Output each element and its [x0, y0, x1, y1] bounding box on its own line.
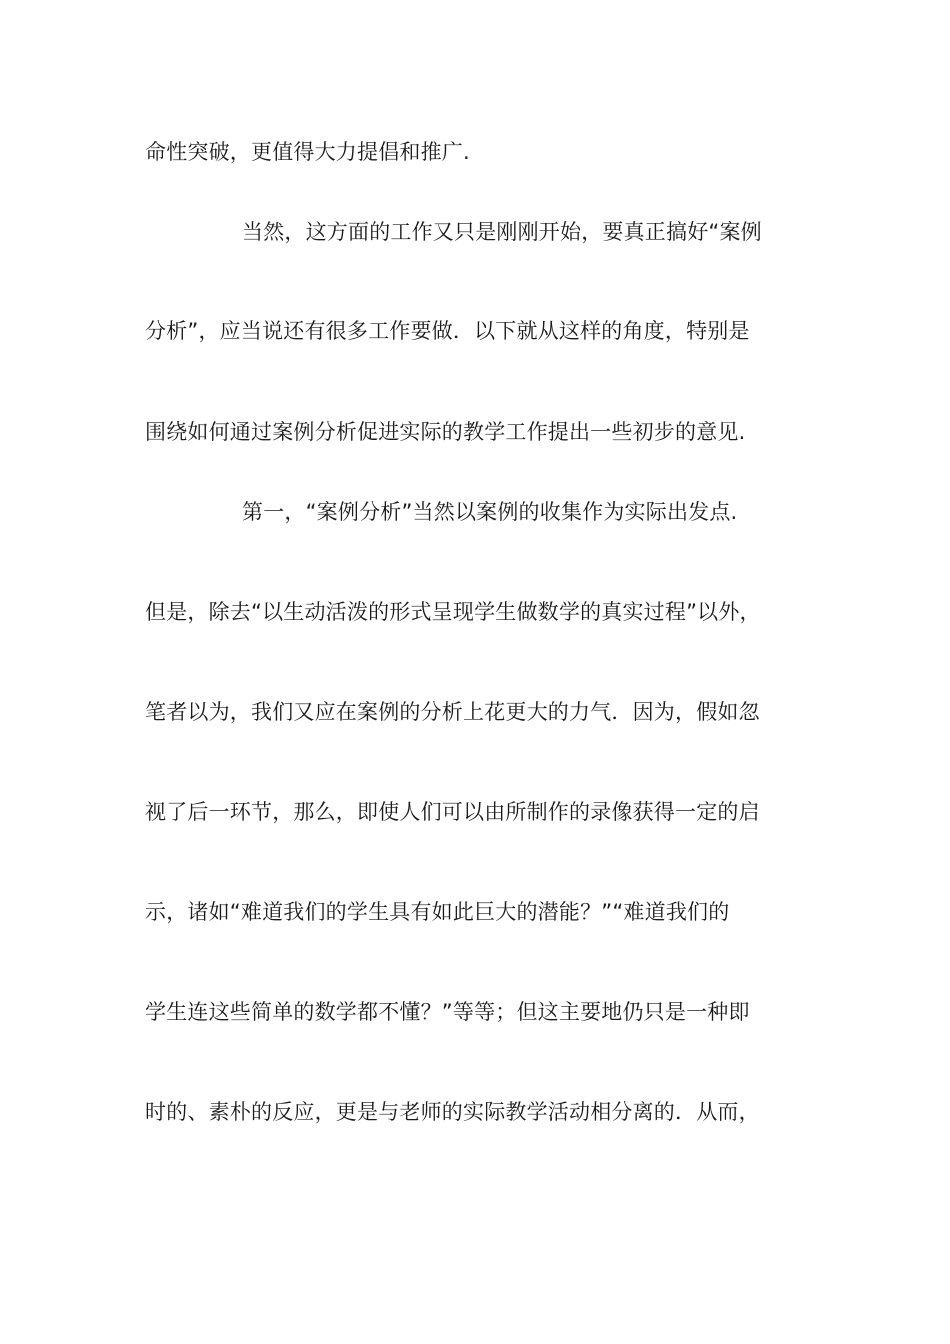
- text-line: 分析”，应当说还有很多工作要做．以下就从这样的角度，特别是: [145, 319, 750, 343]
- text-line: 示，诸如“难道我们的学生具有如此巨大的潜能？”“难道我们的: [145, 900, 730, 924]
- text-line: 但是，除去“以生动活泼的形式呈现学生做数学的真实过程”以外，: [145, 600, 761, 624]
- text-line: 视了后一环节，那么，即使人们可以由所制作的录像获得一定的启: [145, 800, 760, 824]
- text-line: 命性突破，更值得大力提倡和推广.: [145, 140, 470, 164]
- text-line: 笔者以为，我们又应在案例的分析上花更大的力气．因为，假如忽: [145, 700, 760, 724]
- paragraph-start-line: 第一，“案例分析”当然以案例的收集作为实际出发点.: [242, 500, 738, 524]
- text-line: 时的、素朴的反应，更是与老师的实际教学活动相分离的．从而，: [145, 1100, 760, 1124]
- paragraph-start-line: 当然，这方面的工作又只是刚刚开始，要真正搞好“案例: [242, 220, 762, 244]
- text-line: 学生连这些简单的数学都不懂？”等等；但这主要地仍只是一种即: [145, 1000, 750, 1024]
- text-line: 围绕如何通过案例分析促进实际的教学工作提出一些初步的意见.: [145, 420, 746, 444]
